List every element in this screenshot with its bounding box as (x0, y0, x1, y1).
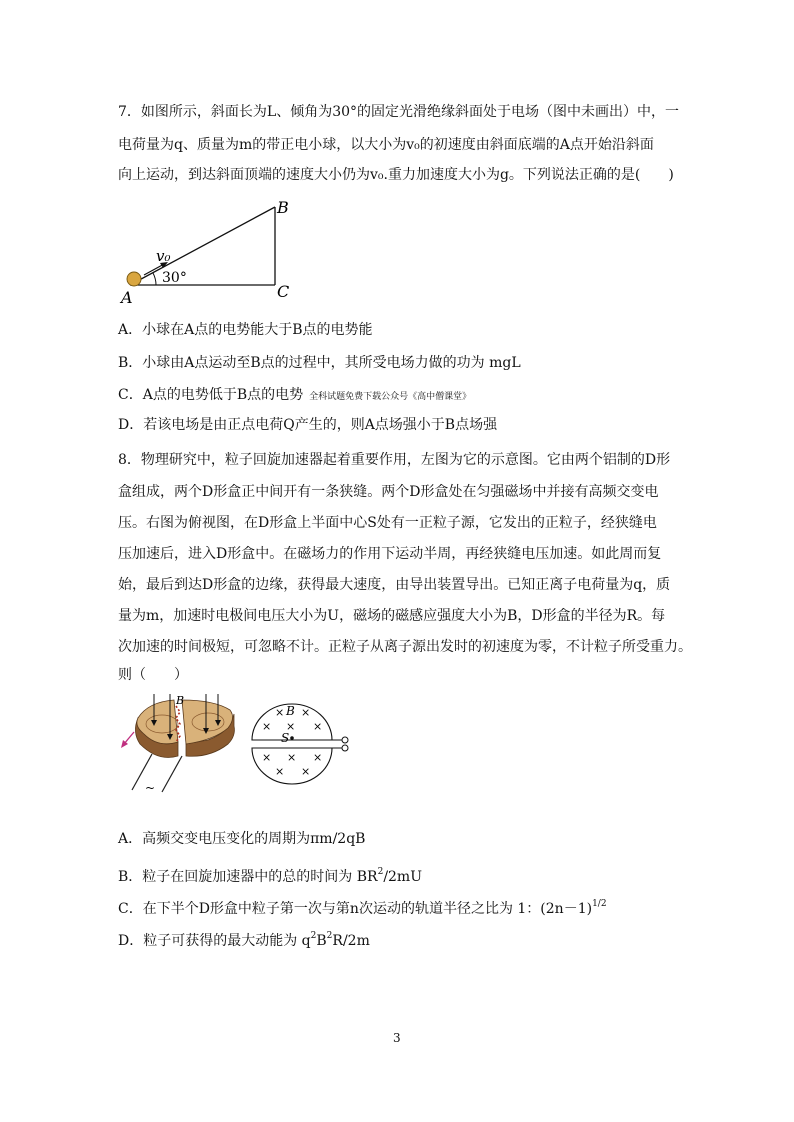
label-A: A (121, 288, 133, 307)
cross-7: × (287, 751, 297, 764)
q7-option-c-note: 全科试题免费下载公众号《高中僧课堂》 (309, 392, 472, 402)
label-angle: 30° (162, 270, 187, 286)
q7-option-a: A．小球在A点的电势能大于B点的电势能 (118, 322, 373, 338)
q8-line-1: 8．物理研究中，粒子回旋加速器起着重要作用，左图为它的示意图。它由两个铝制的D形 (118, 452, 671, 468)
q7-option-b: B．小球由A点运动至B点的过程中，其所受电场力做的功为 mgL (118, 355, 521, 371)
cross-5: × (313, 720, 323, 733)
q8-option-b-post: /2mU (383, 869, 423, 885)
q7-option-c-text: C．A点的电势低于B点的电势 (118, 387, 304, 403)
label-C: C (277, 282, 290, 301)
q8-line-8: 则（ ） (118, 667, 188, 683)
label-v0: v₀ (156, 247, 171, 265)
q8-option-d-sup2: 2 (326, 931, 333, 941)
label-B-top: B (286, 704, 295, 718)
q8-option-b-sup: 2 (377, 867, 384, 877)
q7-line-3: 向上运动，到达斜面顶端的速度大小仍为v₀.重力加速度大小为g。下列说法正确的是( ) (118, 167, 674, 183)
q8-option-d-pre: D．粒子可获得的最大动能为 q (118, 933, 311, 949)
q8-line-6: 量为m，加速时电极间电压大小为U，磁场的磁感应强度大小为B，D形盒的半径为R。每 (118, 608, 666, 624)
q7-option-d: D．若该电场是由正点电荷Q产生的，则A点场强小于B点场强 (118, 417, 498, 433)
q8-line-7: 次加速的时间极短，可忽略不计。正粒子从离子源出发时的初速度为零，不计粒子所受重力。 (118, 639, 692, 655)
q8-line-5: 始，最后到达D形盒的边缘，获得最大速度，由导出装置导出。已知正离子电荷量为q，质 (118, 577, 671, 593)
cross-2: × (301, 706, 311, 719)
label-B-3d: B (176, 694, 185, 707)
q8-option-b (118, 862, 422, 887)
terminal-lower (342, 745, 348, 751)
angle-arc (153, 273, 156, 285)
q7-line-2: 电荷量为q、质量为m的带正电小球，以大小为v₀的初速度由斜面底端的A点开始沿斜面 (118, 137, 654, 153)
charged-ball (127, 272, 141, 286)
cross-9: × (275, 765, 285, 778)
wire-right (162, 756, 182, 792)
q8-line-3: 压。右图为俯视图，在D形盒上半面中心S处有一正粒子源，它发出的正粒子，经狭缝电 (118, 515, 657, 531)
cross-4: × (286, 720, 296, 733)
cyclotron-3d-figure (118, 692, 248, 797)
cross-1: × (275, 706, 285, 719)
incline-slope (130, 207, 275, 285)
label-ac-source: ~ (145, 781, 156, 795)
q8-option-d-mid: B (316, 933, 327, 949)
q8-option-a: A．高频交变电压变化的周期为πm/2qB (118, 831, 366, 847)
q7-option-c (118, 385, 471, 407)
q8-option-b-pre: B．粒子在回旋加速器中的总的时间为 BR (118, 869, 378, 885)
q8-option-c-pre: C．在下半个D形盒中粒子第一次与第n次运动的轨道半径之比为 1：(2n－1) (118, 901, 593, 917)
page-number: 3 (393, 1031, 401, 1045)
q8-option-d (118, 926, 370, 951)
q8-option-c (118, 894, 607, 919)
terminal-upper (342, 737, 348, 743)
label-S: S (281, 731, 290, 745)
q8-option-d-post: R/2m (332, 933, 370, 949)
source-point (290, 736, 294, 740)
cross-3: × (262, 720, 272, 733)
q7-line-1: 7．如图所示，斜面长为L、倾角为30°的固定光滑绝缘斜面处于电场（图中未画出）中，一 (118, 104, 680, 120)
cross-10: × (301, 765, 311, 778)
q8-line-4: 压加速后，进入D形盒中。在磁场力的作用下运动半周，再经狭缝电压加速。如此周而复 (118, 546, 662, 562)
cyclotron-top-view (250, 703, 360, 788)
q8-line-2: 盒组成，两个D形盒正中间开有一条狭缝。两个D形盒处在匀强磁场中并接有高频交变电 (118, 484, 659, 500)
q8-option-d-sup1: 2 (310, 931, 317, 941)
incline-figure (118, 195, 308, 305)
q8-option-c-sup: 1/2 (592, 899, 607, 909)
cross-8: × (313, 751, 323, 764)
cross-6: × (262, 751, 272, 764)
label-B: B (277, 198, 289, 217)
